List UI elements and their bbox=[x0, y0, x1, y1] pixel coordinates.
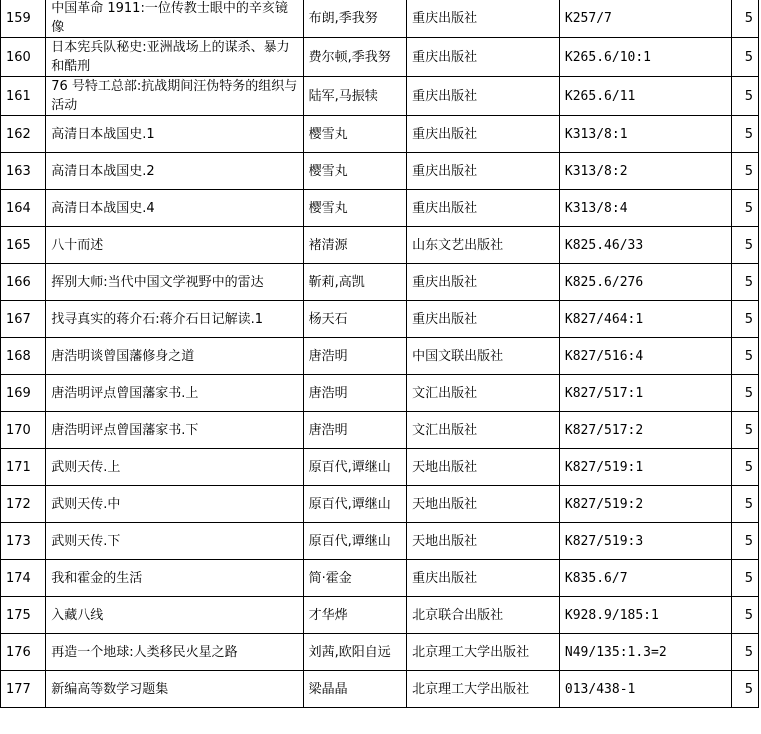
copy-count: 5 bbox=[731, 560, 758, 597]
book-title: 高清日本战国史.2 bbox=[46, 153, 303, 190]
book-title: 入藏八线 bbox=[46, 597, 303, 634]
call-number: K928.9/185:1 bbox=[559, 597, 731, 634]
book-title: 唐浩明评点曾国藩家书.下 bbox=[46, 412, 303, 449]
book-publisher: 天地出版社 bbox=[407, 449, 560, 486]
table-row bbox=[1, 597, 759, 634]
book-publisher: 重庆出版社 bbox=[407, 264, 560, 301]
book-title: 唐浩明谈曾国藩修身之道 bbox=[46, 338, 303, 375]
book-publisher: 北京理工大学出版社 bbox=[407, 634, 560, 671]
book-author: 原百代,谭继山 bbox=[303, 449, 407, 486]
table-row bbox=[1, 77, 759, 116]
book-title: 新编高等数学习题集 bbox=[46, 671, 303, 708]
table-row bbox=[1, 264, 759, 301]
call-number: K265.6/10:1 bbox=[559, 38, 731, 77]
book-title: 武则天传.中 bbox=[46, 486, 303, 523]
book-publisher: 重庆出版社 bbox=[407, 560, 560, 597]
book-title: 我和霍金的生活 bbox=[46, 560, 303, 597]
row-number: 169 bbox=[1, 375, 46, 412]
call-number: K827/519:3 bbox=[559, 523, 731, 560]
row-number: 165 bbox=[1, 227, 46, 264]
book-title: 武则天传.下 bbox=[46, 523, 303, 560]
copy-count: 5 bbox=[731, 264, 758, 301]
call-number: K827/517:2 bbox=[559, 412, 731, 449]
copy-count: 5 bbox=[731, 375, 758, 412]
book-author: 梁晶晶 bbox=[303, 671, 407, 708]
table-row bbox=[1, 38, 759, 77]
row-number: 160 bbox=[1, 38, 46, 77]
table-row bbox=[1, 301, 759, 338]
call-number: K825.6/276 bbox=[559, 264, 731, 301]
book-publisher: 文汇出版社 bbox=[407, 375, 560, 412]
row-number: 166 bbox=[1, 264, 46, 301]
copy-count: 5 bbox=[731, 634, 758, 671]
book-title: 高清日本战国史.1 bbox=[46, 116, 303, 153]
table-row bbox=[1, 0, 759, 38]
book-title: 再造一个地球:人类移民火星之路 bbox=[46, 634, 303, 671]
call-number: K313/8:1 bbox=[559, 116, 731, 153]
table-row bbox=[1, 338, 759, 375]
row-number: 175 bbox=[1, 597, 46, 634]
book-author: 樱雪丸 bbox=[303, 153, 407, 190]
row-number: 163 bbox=[1, 153, 46, 190]
book-publisher: 北京联合出版社 bbox=[407, 597, 560, 634]
book-author: 才华烨 bbox=[303, 597, 407, 634]
table-row bbox=[1, 523, 759, 560]
book-author: 费尔顿,季我努 bbox=[303, 38, 407, 77]
call-number: K827/516:4 bbox=[559, 338, 731, 375]
copy-count: 5 bbox=[731, 116, 758, 153]
call-number: K827/519:1 bbox=[559, 449, 731, 486]
call-number: K313/8:2 bbox=[559, 153, 731, 190]
book-author: 原百代,谭继山 bbox=[303, 523, 407, 560]
table-row bbox=[1, 227, 759, 264]
book-publisher: 文汇出版社 bbox=[407, 412, 560, 449]
book-title: 武则天传.上 bbox=[46, 449, 303, 486]
copy-count: 5 bbox=[731, 338, 758, 375]
book-publisher: 天地出版社 bbox=[407, 486, 560, 523]
book-author: 杨天石 bbox=[303, 301, 407, 338]
copy-count: 5 bbox=[731, 597, 758, 634]
copy-count: 5 bbox=[731, 0, 758, 38]
call-number: K827/464:1 bbox=[559, 301, 731, 338]
book-author: 唐浩明 bbox=[303, 375, 407, 412]
book-author: 简·霍金 bbox=[303, 560, 407, 597]
book-author: 樱雪丸 bbox=[303, 116, 407, 153]
row-number: 173 bbox=[1, 523, 46, 560]
book-author: 原百代,谭继山 bbox=[303, 486, 407, 523]
row-number: 168 bbox=[1, 338, 46, 375]
book-title: 中国革命 1911:一位传教士眼中的辛亥镜像 bbox=[46, 0, 303, 38]
copy-count: 5 bbox=[731, 38, 758, 77]
table-row bbox=[1, 375, 759, 412]
row-number: 162 bbox=[1, 116, 46, 153]
book-publisher: 重庆出版社 bbox=[407, 190, 560, 227]
copy-count: 5 bbox=[731, 301, 758, 338]
call-number: K835.6/7 bbox=[559, 560, 731, 597]
copy-count: 5 bbox=[731, 523, 758, 560]
book-author: 褚清源 bbox=[303, 227, 407, 264]
copy-count: 5 bbox=[731, 671, 758, 708]
call-number: K827/517:1 bbox=[559, 375, 731, 412]
row-number: 164 bbox=[1, 190, 46, 227]
table-row bbox=[1, 634, 759, 671]
table-row bbox=[1, 190, 759, 227]
book-publisher: 山东文艺出版社 bbox=[407, 227, 560, 264]
row-number: 171 bbox=[1, 449, 46, 486]
book-publisher: 天地出版社 bbox=[407, 523, 560, 560]
row-number: 159 bbox=[1, 0, 46, 38]
row-number: 170 bbox=[1, 412, 46, 449]
table-row bbox=[1, 116, 759, 153]
book-author: 樱雪丸 bbox=[303, 190, 407, 227]
book-title: 唐浩明评点曾国藩家书.上 bbox=[46, 375, 303, 412]
table-row bbox=[1, 153, 759, 190]
book-author: 靳莉,高凯 bbox=[303, 264, 407, 301]
book-publisher: 重庆出版社 bbox=[407, 38, 560, 77]
book-author: 唐浩明 bbox=[303, 412, 407, 449]
book-publisher: 中国文联出版社 bbox=[407, 338, 560, 375]
copy-count: 5 bbox=[731, 227, 758, 264]
book-author: 唐浩明 bbox=[303, 338, 407, 375]
row-number: 177 bbox=[1, 671, 46, 708]
row-number: 176 bbox=[1, 634, 46, 671]
call-number: 013/438-1 bbox=[559, 671, 731, 708]
call-number: K257/7 bbox=[559, 0, 731, 38]
table-row bbox=[1, 560, 759, 597]
book-title: 找寻真实的蒋介石:蒋介石日记解读.1 bbox=[46, 301, 303, 338]
book-author: 陆军,马振犊 bbox=[303, 77, 407, 116]
book-publisher: 重庆出版社 bbox=[407, 153, 560, 190]
row-number: 167 bbox=[1, 301, 46, 338]
book-publisher: 重庆出版社 bbox=[407, 0, 560, 38]
copy-count: 5 bbox=[731, 449, 758, 486]
book-publisher: 重庆出版社 bbox=[407, 301, 560, 338]
table-row bbox=[1, 671, 759, 708]
call-number: K313/8:4 bbox=[559, 190, 731, 227]
copy-count: 5 bbox=[731, 412, 758, 449]
book-author: 刘茜,欧阳自远 bbox=[303, 634, 407, 671]
book-publisher: 北京理工大学出版社 bbox=[407, 671, 560, 708]
row-number: 174 bbox=[1, 560, 46, 597]
book-title: 高清日本战国史.4 bbox=[46, 190, 303, 227]
call-number: K825.46/33 bbox=[559, 227, 731, 264]
call-number: N49/135:1.3=2 bbox=[559, 634, 731, 671]
copy-count: 5 bbox=[731, 190, 758, 227]
call-number: K827/519:2 bbox=[559, 486, 731, 523]
book-title: 挥别大师:当代中国文学视野中的雷达 bbox=[46, 264, 303, 301]
copy-count: 5 bbox=[731, 153, 758, 190]
row-number: 161 bbox=[1, 77, 46, 116]
call-number: K265.6/11 bbox=[559, 77, 731, 116]
book-publisher: 重庆出版社 bbox=[407, 116, 560, 153]
copy-count: 5 bbox=[731, 77, 758, 116]
table-row bbox=[1, 486, 759, 523]
book-publisher: 重庆出版社 bbox=[407, 77, 560, 116]
book-author: 布朗,季我努 bbox=[303, 0, 407, 38]
table-row bbox=[1, 449, 759, 486]
book-title: 八十而述 bbox=[46, 227, 303, 264]
book-title: 日本宪兵队秘史:亚洲战场上的谋杀、暴力和酷刑 bbox=[46, 38, 303, 77]
book-title: 76 号特工总部:抗战期间汪伪特务的组织与活动 bbox=[46, 77, 303, 116]
row-number: 172 bbox=[1, 486, 46, 523]
copy-count: 5 bbox=[731, 486, 758, 523]
table-row bbox=[1, 412, 759, 449]
